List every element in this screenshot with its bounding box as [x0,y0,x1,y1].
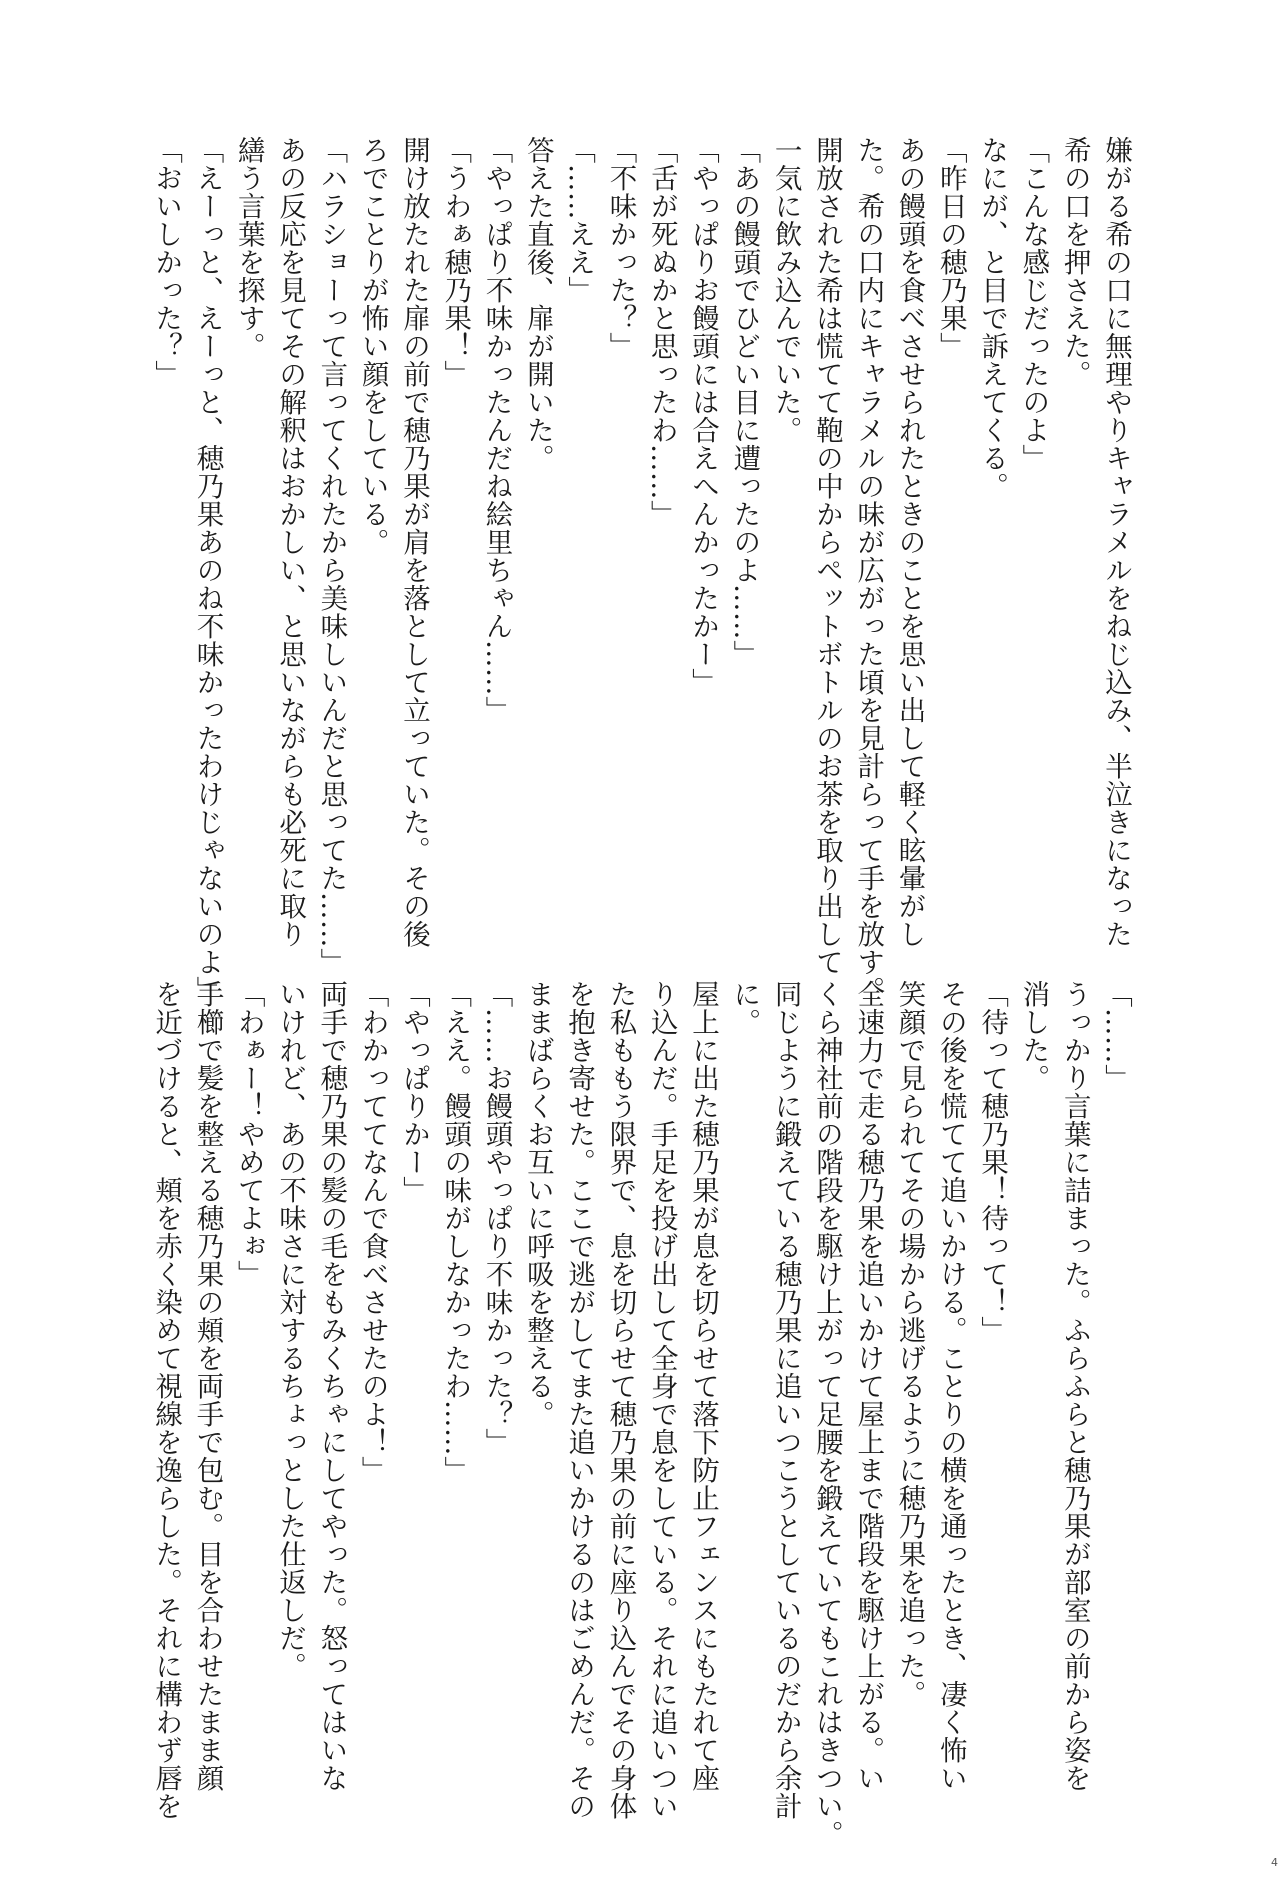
text-line: うっかり言葉に詰まった。ふらふらと穂乃果が部室の前から姿を [1058,980,1091,1792]
text-line: 「えーっと、えーっと、穂乃果あのね不味かったわけじゃないのよ」 [191,136,224,1004]
text-line: 繕う言葉を探す。 [232,136,265,360]
text-line: あの饅頭を食べさせられたときのことを思い出して軽く眩暈がし [893,136,926,948]
text-line: を近づけると、頬を赤く染めて視線を逸らした。それに構わず唇を [150,980,183,1820]
text-line: 「こんな感じだったのよ」 [1017,136,1050,472]
text-line: あの反応を見てその解釈はおかしい、と思いながらも必死に取り [274,136,307,948]
text-line: 「わぁー！やめてよぉ」 [232,980,265,1288]
text-line: 「舌が死ぬかと思ったわ……」 [645,136,678,528]
text-line: なにが、と目で訴えてくる。 [976,136,1009,500]
text-line: 「……お饅頭やっぱり不味かった？」 [480,980,513,1456]
text-line: 笑顔で見られてその場から逃げるように穂乃果を追った。 [893,980,926,1708]
text-line: 「おいしかった？」 [150,136,183,388]
text-line: 「昨日の穂乃果」 [934,136,967,360]
text-line: 「……」 [1100,980,1132,1092]
text-line: いけれど、あの不味さに対するちょっとした仕返しだ。 [274,980,307,1680]
text-line: 「うわぁ穂乃果！」 [439,136,472,388]
text-line: 「ハラショーって言ってくれたから美味しいんだと思ってた……」 [315,136,348,976]
text-line: 「待って穂乃果！待って！」 [976,980,1009,1344]
text-line: を抱き寄せた。ここで逃がしてまた追いかけるのはごめんだ。その [563,980,596,1820]
text-line: 全速力で走る穂乃果を追いかけて屋上まで階段を駆け上がる。い [852,980,885,1792]
text-line: 一気に飲み込んでいた。 [769,136,802,444]
text-line: 手櫛で髪を整える穂乃果の頬を両手で包む。目を合わせたまま顔 [191,980,224,1792]
text-line: 「あの饅頭でひどい目に遭ったのよ……」 [728,136,761,668]
text-line: 「ええ。饅頭の味がしなかったわ……」 [439,980,472,1484]
page-number: 4 [1271,1856,1278,1869]
text-line: 「やっぱり不味かったんだね絵里ちゃん……」 [480,136,513,724]
text-line: 嫌がる希の口に無理やりキャラメルをねじ込み、半泣きになった [1100,136,1132,948]
text-line: その後を慌てて追いかける。ことりの横を通ったとき、凄く怖い [934,980,967,1792]
text-line: 答えた直後、扉が開いた。 [521,136,554,472]
lower-text-block [36,980,1136,1848]
text-line: 開放された希は慌てて鞄の中からペットボトルのお茶を取り出して [810,136,843,976]
text-line: 「わかっててなんで食べさせたのよ！」 [356,980,389,1484]
text-line: 両手で穂乃果の髪の毛をもみくちゃにしてやった。怒ってはいな [315,980,348,1792]
text-line: ままばらくお互いに呼吸を整える。 [521,980,554,1428]
upper-text-block [36,136,1136,1004]
text-line: 同じように鍛えている穂乃果に追いつこうとしているのだから余計 [769,980,802,1820]
text-line: くら神社前の階段を駆け上がって足腰を鍛えていてもこれはきつい。 [810,980,843,1848]
text-line: 希の口を押さえた。 [1058,136,1091,388]
text-line: 「不味かった？」 [604,136,637,360]
text-line: に。 [728,980,761,1036]
text-line: 「……ええ」 [563,136,596,304]
text-line: 屋上に出た穂乃果が息を切らせて落下防止フェンスにもたれて座 [687,980,720,1792]
text-line: ろでことりが怖い顔をしている。 [356,136,389,556]
text-line: 「やっぱりお饅頭には合えへんかったかー」 [687,136,720,696]
text-line: り込んだ。手足を投げ出して全身で息をしている。それに追いつい [645,980,678,1820]
text-line: 「やっぱりかー」 [397,980,430,1204]
text-line: た。希の口内にキャラメルの味が広がった頃を見計らって手を放す。 [852,136,885,1004]
text-line: 開け放たれた扉の前で穂乃果が肩を落として立っていた。その後 [397,136,430,948]
text-line: 消した。 [1017,980,1050,1092]
text-line: た私ももう限界で、息を切らせて穂乃果の前に座り込んでその身体 [604,980,637,1820]
